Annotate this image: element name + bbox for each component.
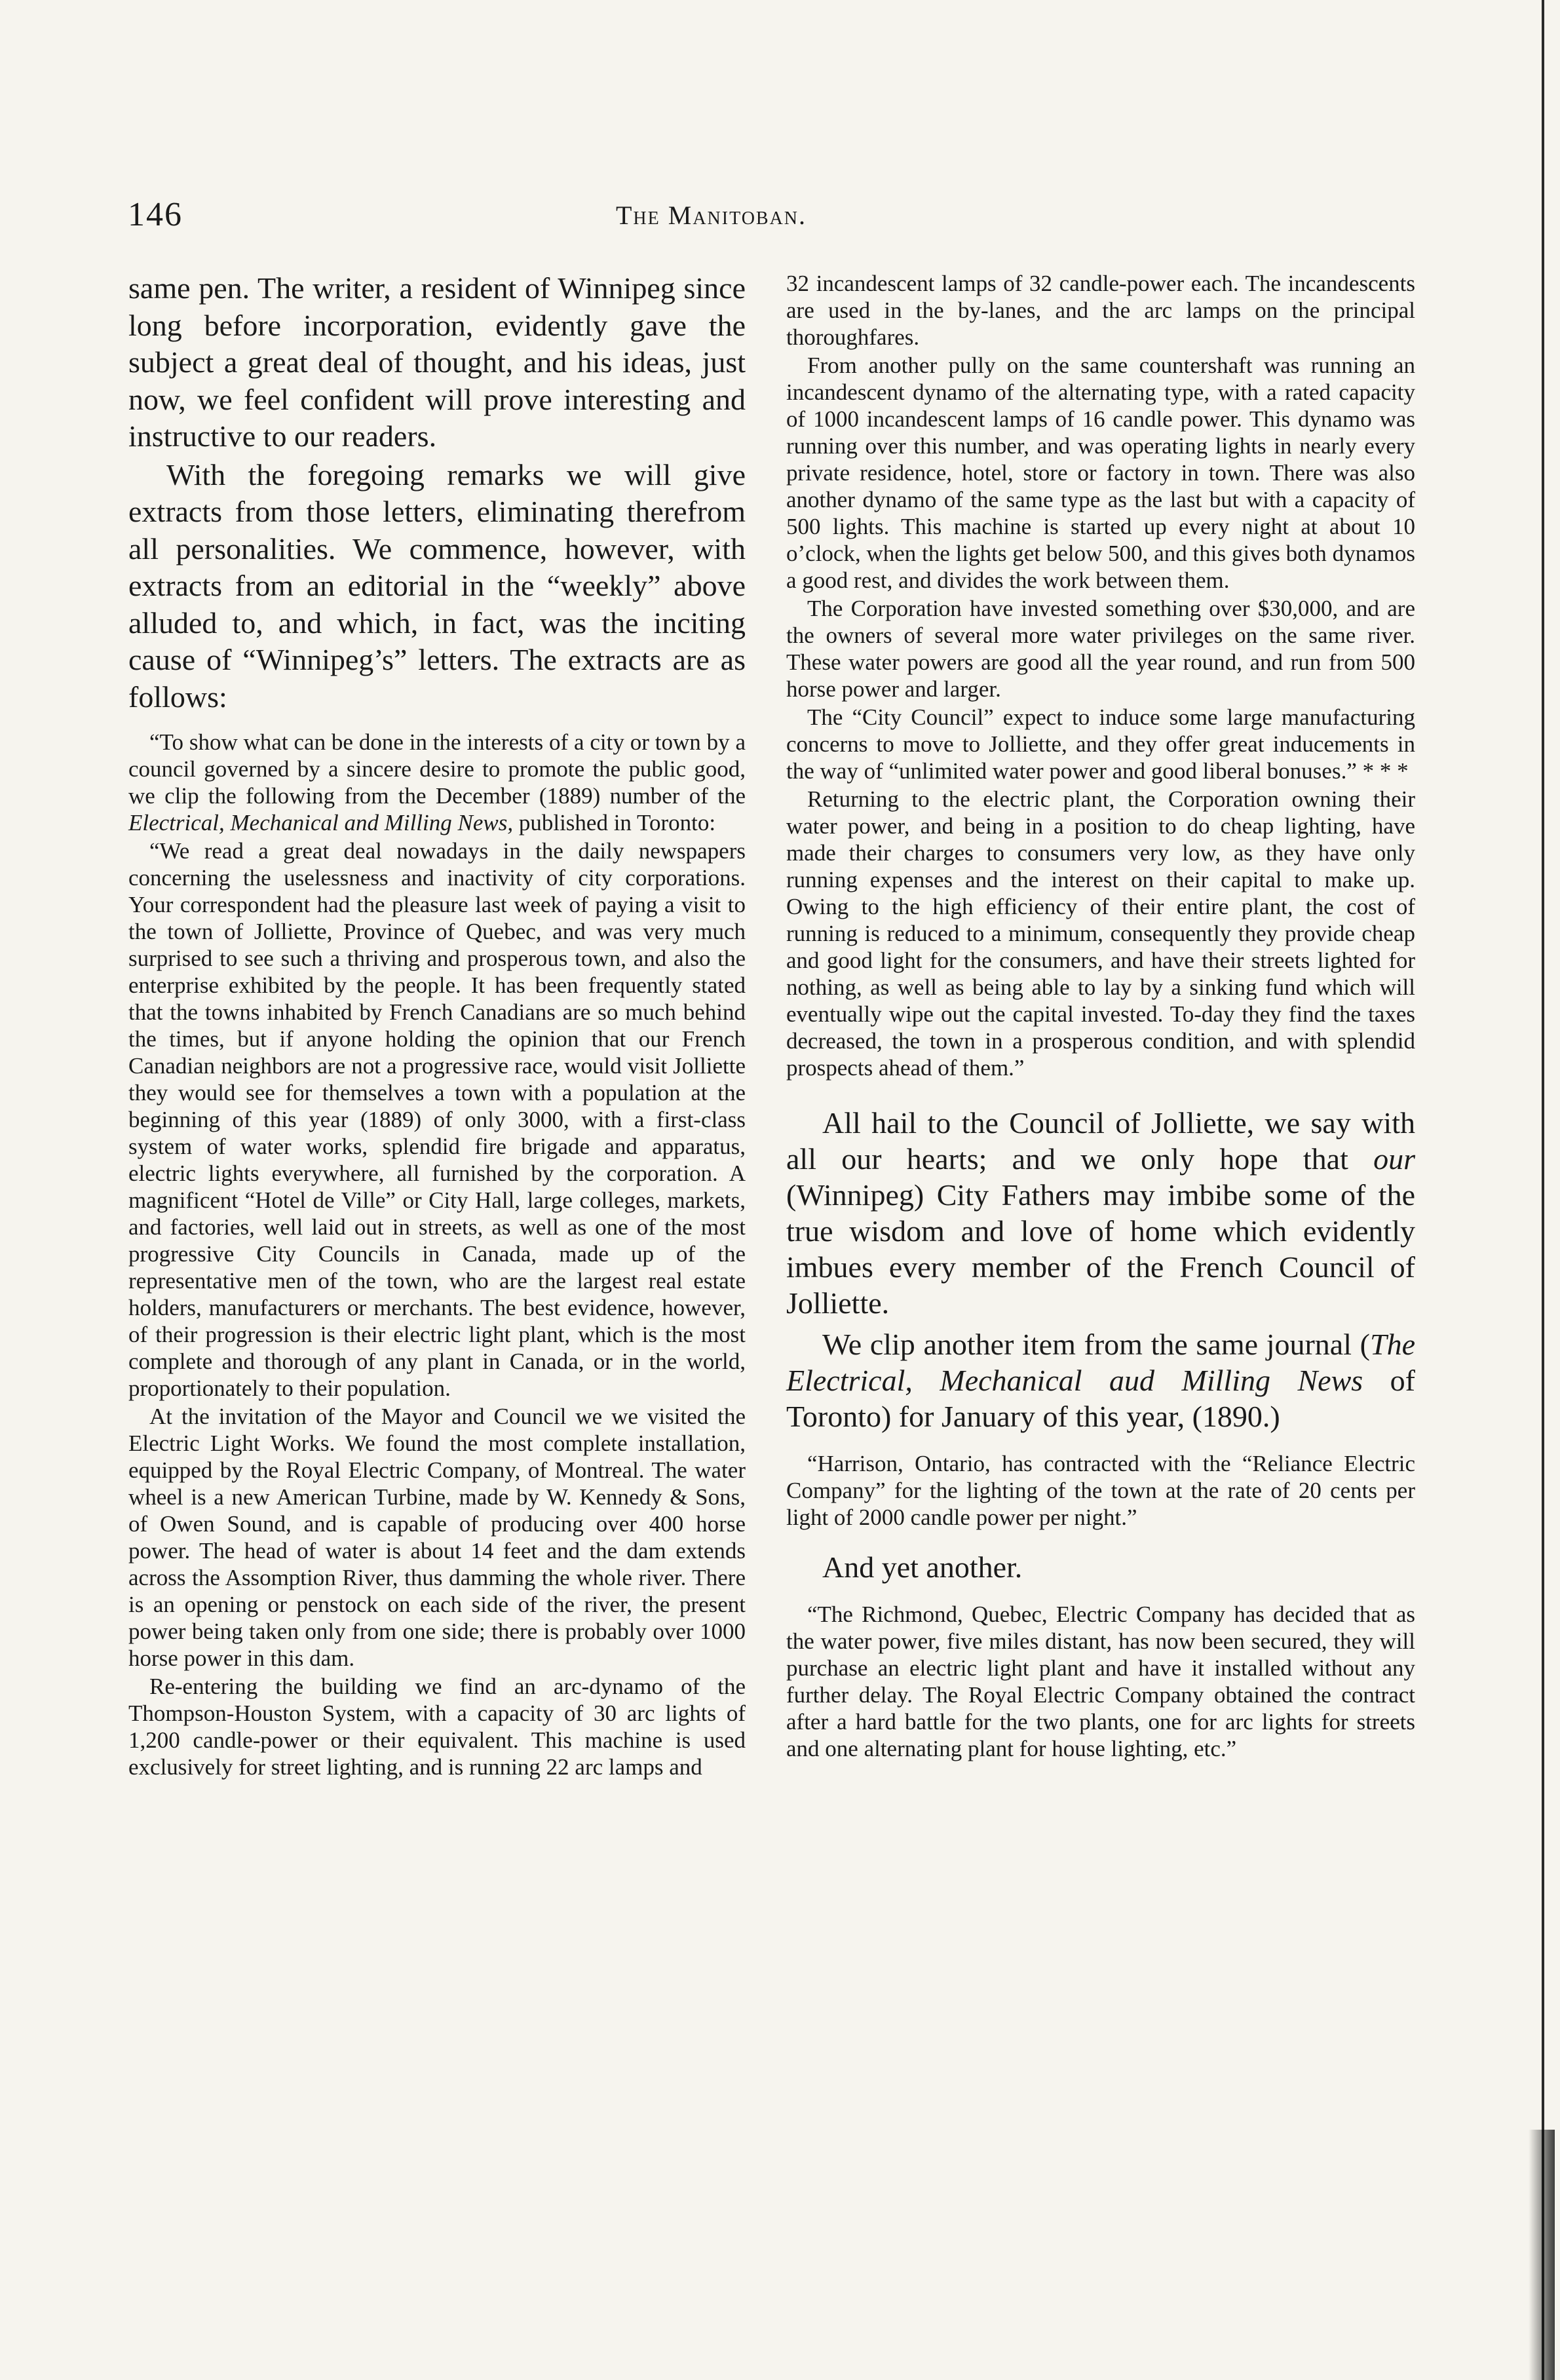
quote-jolliette: “We read a great deal nowadays in the daily newspapers concerning the uselessness and inactivity of city corporations. Your correspondent had the pleasure last week of paying a visit to the town of Jolliette, Province of Quebec, and was very much surprised to see such a thriving and prosperous town, and also the enterprise exhibited by the people. It has been frequently stated that the towns inhabited by French Canadians are so much behind the times, but if anyone holding the opinion that our French Canadian neighbors are not a progressive race, would visit Jolliette they would see for themselves a town with a population at the beginning of this year (1889) of only 3000, with a first-class system of water works, splendid fire brigade and apparatus, electric lights everywhere, all furnished by the corporation. A magnificent “Hotel de Ville” or City Hall, large colleges, markets, and factories, well laid out in streets, as well as one of the most progressive City Councils in Canada, made up of the representative men of the town, who are the largest real estate holders, manufacturers or merchants. The best evidence, however, of their progression is their electric light plant, which is the most complete and thorough of any plant in Canada, or in the world, proportionately to their population. xyxy=(128,838,746,1401)
paragraph-all-hail xyxy=(786,1105,1415,1321)
quote-corporation: The Corporation have invested something over $30,000, and are the owners of several more water privileges on the same river. These water powers are good all the year round, and run from 500 horse power and larger. xyxy=(786,596,1415,702)
emphasis-our: our xyxy=(1373,1142,1415,1176)
clip-another-text: We clip another item from the same journal ( xyxy=(822,1328,1370,1361)
quote-clip-text: “To show what can be done in the interests of a city or town by a council governed by a sincere desire to promote the public good, we clip the following from the December (1889) number of the xyxy=(128,729,746,809)
right-column xyxy=(786,270,1415,1763)
quote-pully: From another pully on the same countershaft was running an incandescent dynamo of the alternating type, with a rated capacity of 1000 incandescent lamps of 16 candle power. This dynamo was running over this number, and was operating lights in nearly every private residence, hotel, store or factory in town. There was also another dynamo of the same type as the last but with a capacity of 500 lights. This machine is started up every night at about 10 o’clock, when the lights get below 500, and this gives both dynamos a good rest, and divides the work between them. xyxy=(786,353,1415,593)
quote-clip-text-end: published in Toronto: xyxy=(513,810,716,835)
all-hail-text: All hail to the Council of Jolliette, we say with all our hearts; and we only hope that xyxy=(786,1106,1415,1176)
quote-harrison: “Harrison, Ontario, has contracted with the “Reliance Electric Company” for the lighting of the town at the rate of 20 cents per light of 2000 candle power per night.” xyxy=(786,1451,1415,1530)
quote-arc-dynamo: Re-entering the building we find an arc-dynamo of the Thompson-Houston System, with a capacity of 30 arc lights of 1,200 candle-power or their equivalent. This machine is used exclusively for street lighting, and is running 22 arc lamps and xyxy=(128,1674,746,1780)
clip-another-text-end: of Toronto) for January of this year, (1890.) xyxy=(786,1364,1415,1433)
quote-city-council: The “City Council” expect to induce some large manufacturing concerns to move to Jolliette, and they offer great inducements in the way of “unlimited water power and good liberal bonuses.” * * * xyxy=(786,704,1415,784)
quote-electric-works: At the invitation of the Mayor and Council we we visited the Electric Light Works. We found the most complete installation, equipped by the Royal Electric Company, of Montreal. The water wheel is a new American Turbine, made by W. Kennedy & Sons, of Owen Sound, and is capable of producing over 400 horse power. The head of water is about 14 feet and the dam extends across the Assomption River, thus damming the whole river. There is an opening or penstock on each side of the river, the present power being taken only from one side; there is probably over 1000 horse power in this dam. xyxy=(128,1404,746,1671)
quote-richmond: “The Richmond, Quebec, Electric Company has decided that as the water power, five miles distant, has now been secured, they will purchase an electric light plant and have it installed without any further delay. The Royal Electric Company obtained the contract after a hard battle for the two plants, one for arc lights for streets and one alternating plant for house lighting, etc.” xyxy=(786,1602,1415,1761)
all-hail-text-end: (Winnipeg) City Fathers may imbibe some of the true wisdom and love of home which evidently imbues every member of the French Council of Jolliette. xyxy=(786,1178,1415,1320)
journal-title-2: The Electrical, Mechanical aud Milling News xyxy=(786,1328,1415,1397)
paragraph-extracts: With the foregoing remarks we will give extracts from those letters, eliminating therefrom all personalities. We commence, however, with extracts from an editorial in the “weekly” above alluded to, and which, in fact, was the inciting cause of “Winnipeg’s” letters. The extracts are as follows: xyxy=(128,457,746,714)
page-number: 146 xyxy=(128,196,183,233)
adjacent-page-edge xyxy=(1521,0,1560,2380)
quote-clip-intro xyxy=(128,729,746,836)
edge-rule xyxy=(1542,0,1544,2380)
paragraph-intro: same pen. The writer, a resident of Winnipeg since long before incorporation, evidently gave the subject a great deal of thought, and his ideas, just now, we feel confident will prove interesting and instructive to our readers. xyxy=(128,271,746,453)
quote-incandescent: 32 incandescent lamps of 32 candle-power each. The incandescents are used in the by-lanes, and the arc lamps on the principal thoroughfares. xyxy=(786,271,1415,350)
paragraph-yet-another: And yet another. xyxy=(822,1550,1023,1584)
running-title: The Manitoban. xyxy=(616,201,807,230)
journal-title: Electrical, Mechanical and Milling News, xyxy=(128,810,514,835)
paragraph-clip-another xyxy=(786,1326,1415,1434)
quote-returning: Returning to the electric plant, the Corporation owning their water power, and being in a position to do cheap lighting, have made their charges to consumers very low, as they have only running expenses and the interest on their capital to make up. Owing to the high efficiency of their entire plant, the cost of running is reduced to a minimum, consequently they provide cheap and good light for the consumers, and have their streets lighted for nothing, as well as being able to lay by a sinking fund which will eventually wipe out the capital invested. To-day they find the taxes decreased, the town in a prosperous condition, and with splendid prospects ahead of them.” xyxy=(786,786,1415,1081)
left-column xyxy=(128,270,746,1782)
edge-shadow xyxy=(1529,2130,1555,2380)
